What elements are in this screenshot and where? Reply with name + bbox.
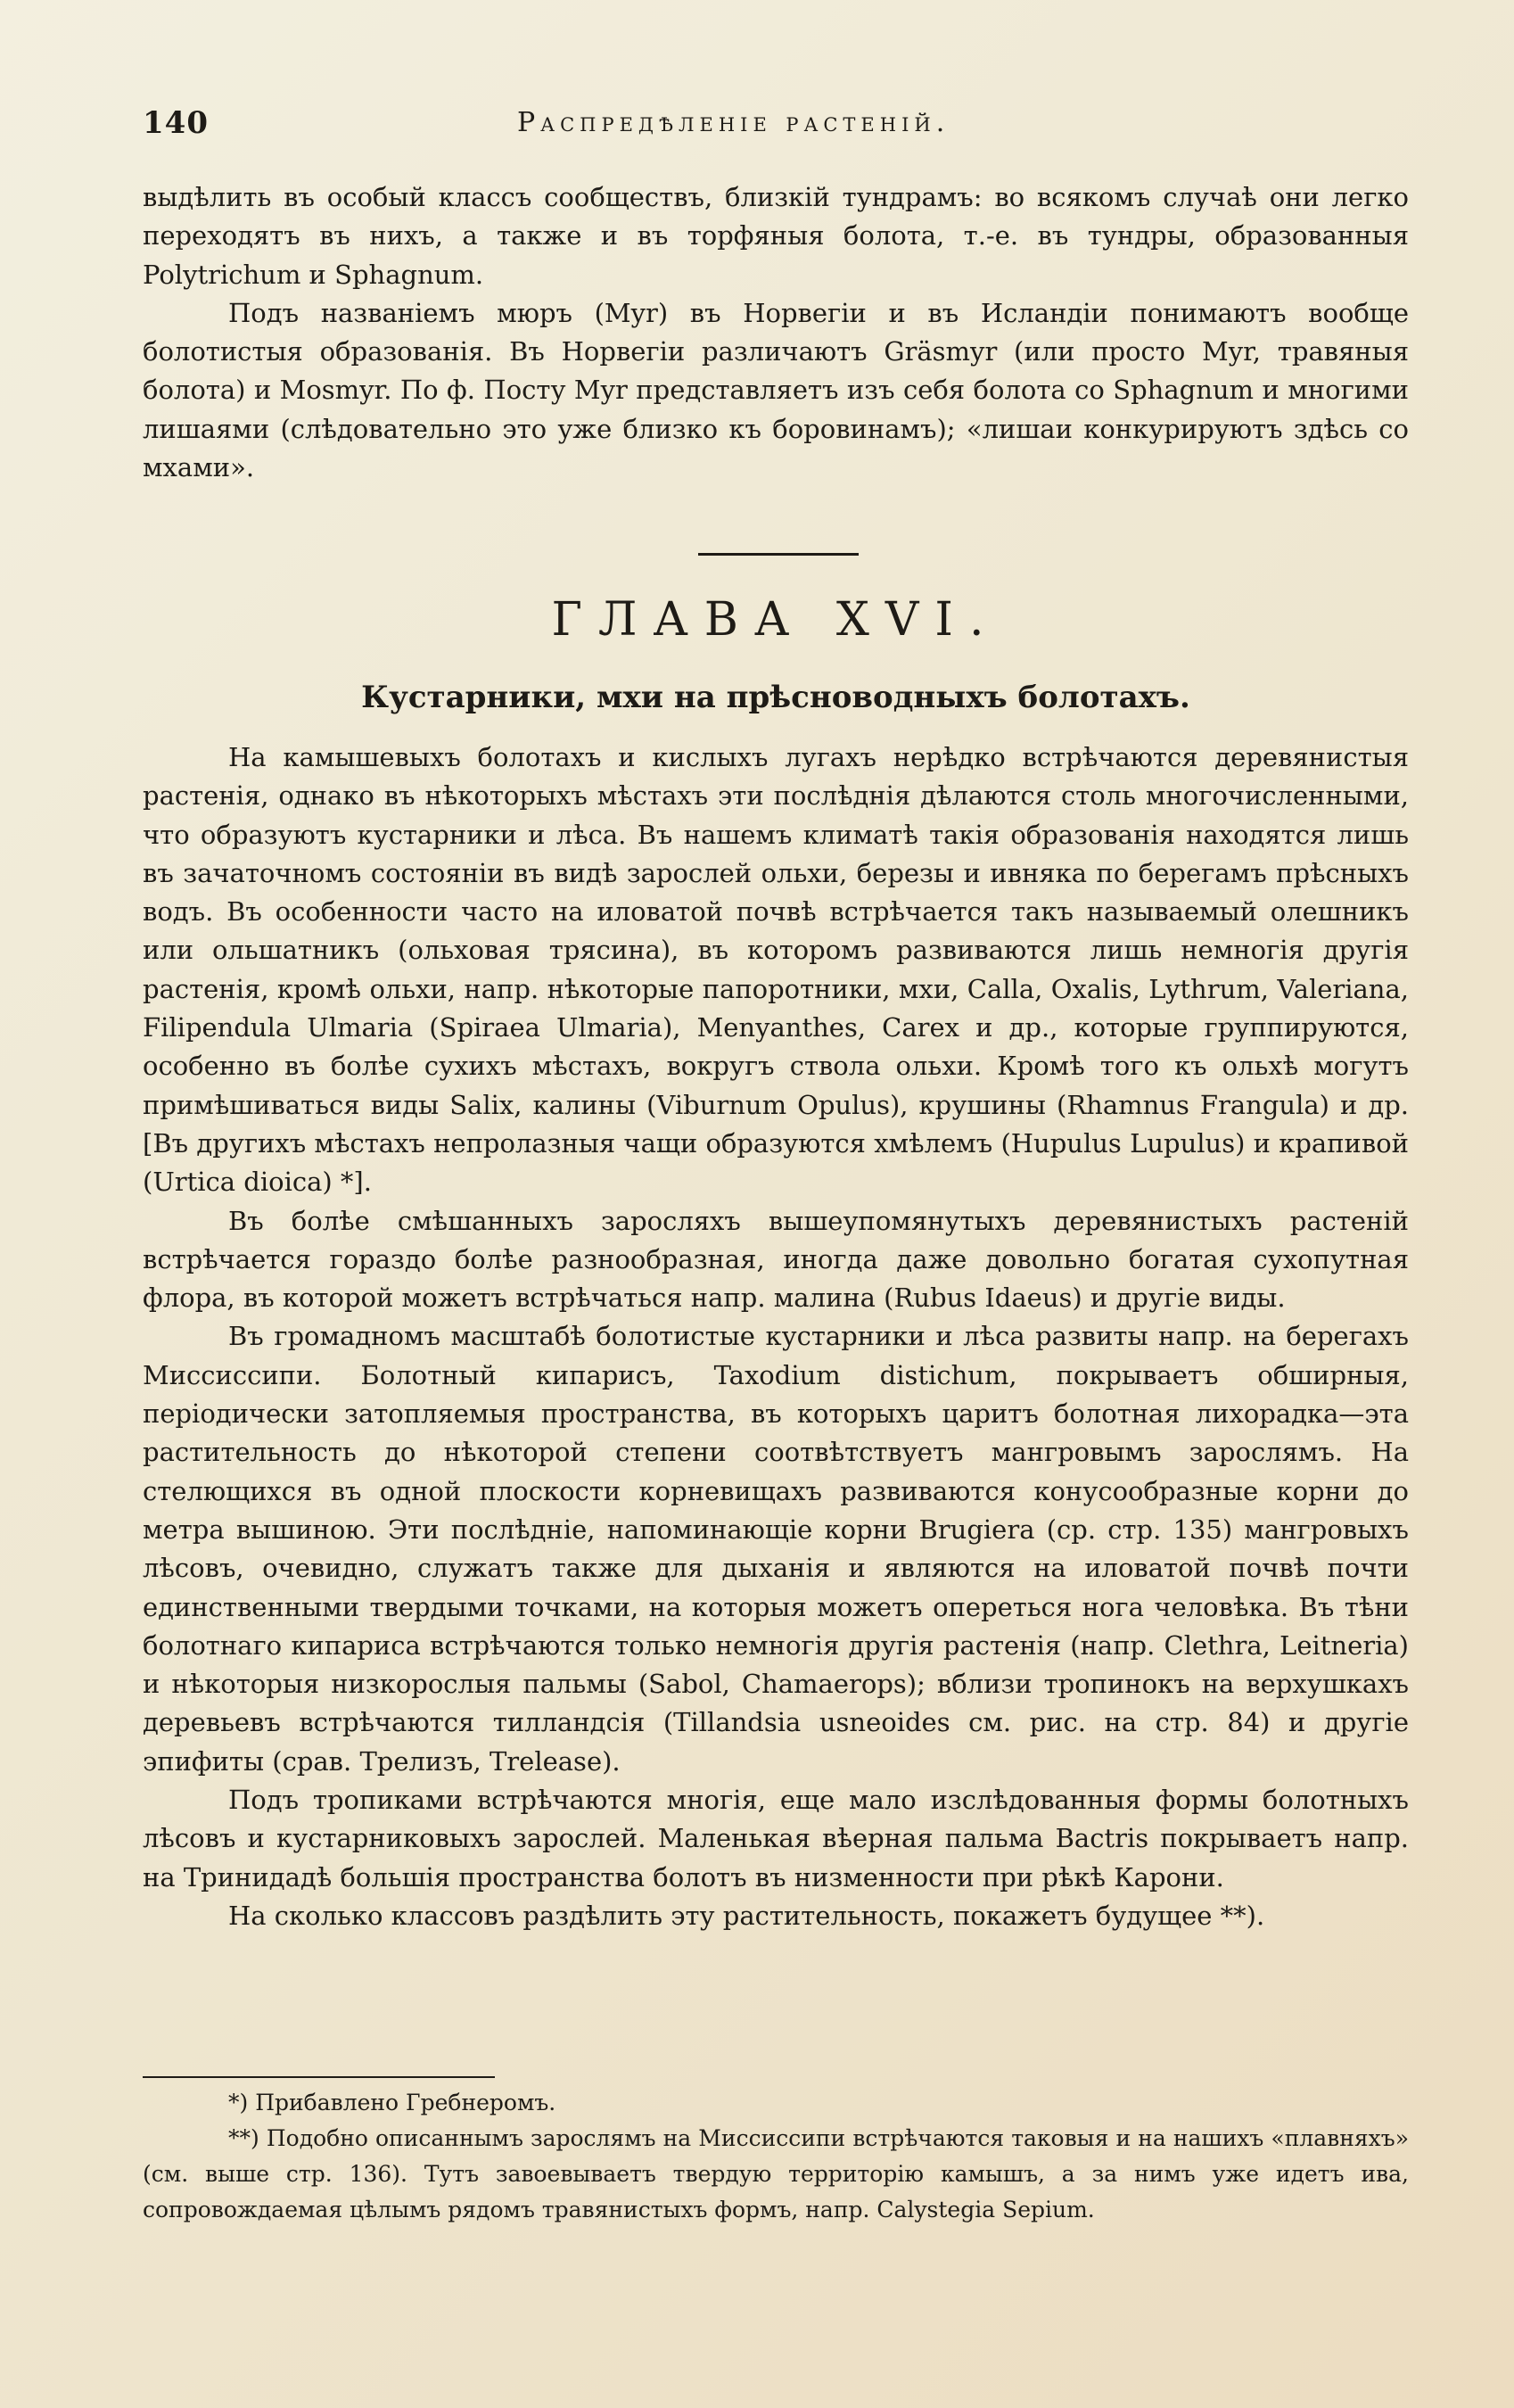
paragraph-continuation: выдѣлить въ особый классъ сообществъ, близкій тундрамъ: во всякомъ случаѣ они легко переходятъ въ нихъ, а также и въ торфяныя болота, т.-е. въ тундры, образованныя Polytrichum и Sphagnum.	[143, 182, 1409, 290]
page-number: 140	[143, 105, 209, 141]
paragraph-myr: Подъ названіемъ мюръ (Myr) въ Норвегіи и въ Исландіи понимаютъ вообще болотистыя образованія. Въ Норвегіи различаютъ Gräsmyr (или просто Myr, травяныя болота) и Mosmyr. По ф. Посту Myr представляетъ изъ себя болота со Sphagnum и многими лишаями (слѣдовательно это уже близко къ боровинамъ); «лишаи конкурируютъ здѣсь со мхами».	[143, 297, 1409, 483]
footnotes	[143, 2085, 1409, 2228]
body-text-block	[143, 738, 1409, 1935]
paragraph-5: На сколько классовъ раздѣлить эту растительность, покажетъ будущее **).	[228, 1900, 1265, 1931]
footnote-2: **) Подобно описаннымъ зарослямъ на Миссиссипи встрѣчаются таковыя и на нашихъ «плавняхъ» (см. выше стр. 136). Тутъ завоевываетъ твердую территорію камышъ, а за нимъ уже идетъ ива, сопровождаемая цѣлымъ рядомъ травянистыхъ формъ, напр. Calystegia Sepium.	[143, 2125, 1409, 2222]
paragraph-1: На камышевыхъ болотахъ и кислыхъ лугахъ нерѣдко встрѣчаются деревянистыя растенія, однако въ нѣкоторыхъ мѣстахъ эти послѣднія дѣлаются столь многочисленными, что образуютъ кустарники и лѣса. Въ нашемъ климатѣ такія образованія находятся лишь въ зачаточномъ состояніи въ видѣ зарослей ольхи, березы и ивняка по берегамъ прѣсныхъ водъ. Въ особенности часто на иловатой почвѣ встрѣчается такъ называемый олешникъ или ольшатникъ (ольховая трясина), въ которомъ развиваются лишь немногія другія растенія, кромѣ ольхи, напр. нѣкоторые папоротники, мхи, Calla, Oxalis, Lythrum, Valeriana, Filipendula Ulmaria (Spiraea Ulmaria), Menyanthes, Carex и др., которые группируются, особенно въ болѣе сухихъ мѣстахъ, вокругъ ствола ольхи. Кромѣ того къ ольхѣ могутъ примѣшиваться виды Salix, калины (Viburnum Opulus), крушины (Rhamnus Frangula) и др. [Въ другихъ мѣстахъ непролазныя чащи образуются хмѣлемъ (Hupulus Lupulus) и крапивой (Urtica dioica) *].	[143, 742, 1409, 1198]
chapter-divider	[698, 553, 859, 556]
paragraph-2: Въ болѣе смѣшанныхъ заросляхъ вышеупомянутыхъ деревянистыхъ растеній встрѣчается гораздо болѣе разнообразная, иногда даже довольно богатая сухопутная флора, въ которой можетъ встрѣчаться напр. малина (Rubus Idaeus) и другіе виды.	[143, 1205, 1409, 1314]
running-title: Распредѣленіе растеній.	[517, 107, 950, 138]
paragraph-4: Подъ тропиками встрѣчаются многія, еще мало изслѣдованныя формы болотныхъ лѣсовъ и кустарниковыхъ зарослей. Маленькая вѣерная пальма Bactris покрываетъ напр. на Тринидадѣ большія пространства болотъ въ низменности при рѣкѣ Карони.	[143, 1785, 1409, 1893]
footnote-divider	[143, 2076, 495, 2078]
chapter-title: ГЛАВА XVI.	[551, 593, 1000, 647]
page-header	[143, 105, 1409, 150]
footnote-1: *) Прибавлено Гребнеромъ.	[228, 2090, 556, 2115]
top-text-block	[143, 178, 1409, 487]
paragraph-3: Въ громадномъ масштабѣ болотистые кустарники и лѣса развиты напр. на берегахъ Миссиссипи. Болотный кипарисъ, Taxodium distichum, покрываетъ обширныя, періодически затопляемыя пространства, въ которыхъ царитъ болотная лихорадка—эта растительность до нѣкоторой степени соотвѣтствуетъ мангровымъ зарослямъ. На стелющихся въ одной плоскости корневищахъ развиваются конусообразные корни до метра вышиною. Эти послѣдніе, напоминающіе корни Brugiera (ср. стр. 135) мангровыхъ лѣсовъ, очевидно, служатъ также для дыханія и являются на иловатой почвѣ почти единственными твердыми точками, на которыя можетъ опереться нога человѣка. Въ тѣни болотнаго кипариса встрѣчаются только немногія другія растенія (напр. Clethra, Leitneria) и нѣкоторыя низкорослыя пальмы (Sabol, Chamaerops); вблизи тропинокъ на верхушкахъ деревьевъ встрѣчаются тилландсія (Tillandsia usneoides см. рис. на стр. 84) и другіе эпифиты (срав. Трелизъ, Trelease).	[143, 1321, 1409, 1777]
section-title: Кустарники, мхи на прѣсноводныхъ болотахъ.	[361, 680, 1190, 715]
